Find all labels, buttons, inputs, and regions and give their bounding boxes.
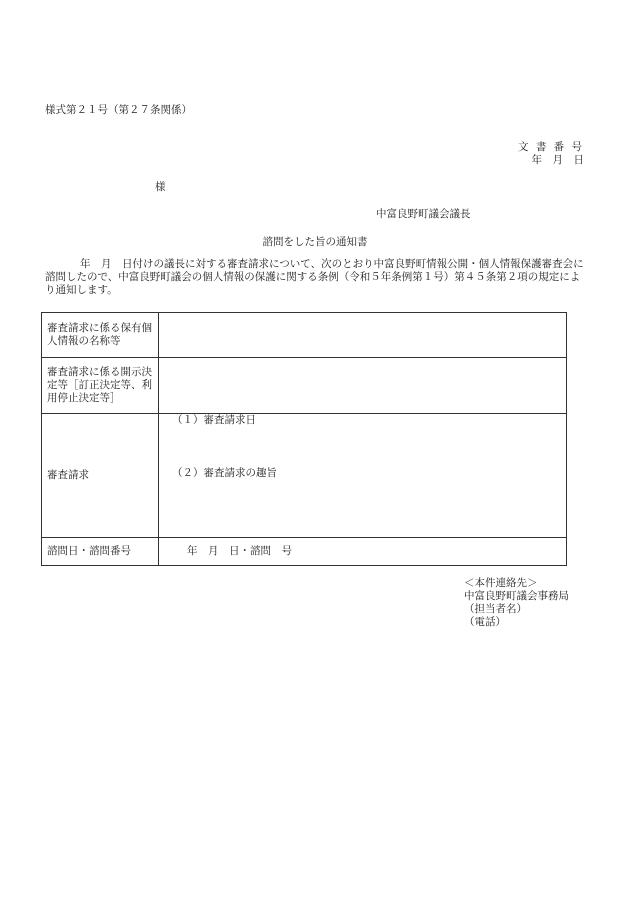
- row-label-request: 審査請求: [42, 414, 159, 538]
- contact-phone: （電話）: [464, 616, 506, 628]
- row-label-disclosure-decision: 審査請求に係る開示決定等［訂正決定等、利用停止決定等］: [42, 358, 159, 414]
- table-row: [42, 538, 567, 566]
- sender: 中富良野町議会議長: [376, 208, 471, 220]
- document-title: 諮問をした旨の通知書: [262, 236, 368, 248]
- row-label-personal-info-name: 審査請求に係る保有個人情報の名称等: [42, 313, 159, 358]
- row-value-disclosure-decision[interactable]: [159, 358, 567, 414]
- table-row: [42, 414, 567, 538]
- table-row: [42, 358, 567, 414]
- contact-heading: ＜本件連絡先＞: [464, 577, 538, 589]
- addressee: 様: [155, 181, 166, 193]
- row-label-inquiry-date: 諮問日・諮問番号: [42, 538, 159, 566]
- form-number: 様式第２１号（第２７条関係）: [45, 104, 192, 116]
- row-value-inquiry-date[interactable]: 年 月 日・諮問 号: [159, 538, 567, 566]
- body-text: 年 月 日付けの議長に対する審査請求について、次のとおり中富良野町情報公開・個人情報保護審査会に諮問したので、中富良野町議会の個人情報の保護に関する条例（令和５年条例第１号）第４５条第２項の規定により通知します。: [45, 258, 584, 296]
- document-date: 年 月 日: [531, 154, 584, 166]
- row-value-personal-info-name[interactable]: [159, 313, 567, 358]
- request-purpose-item: （２）審査請求の趣旨: [172, 467, 277, 479]
- contact-person: （担当者名）: [464, 603, 527, 615]
- table-row: [42, 313, 567, 358]
- info-table: [41, 312, 567, 566]
- contact-office: 中富良野町議会事務局: [464, 590, 569, 602]
- contact-block: [464, 577, 569, 629]
- document-number: 文 書 番 号: [517, 141, 584, 153]
- request-date-item: （１）審査請求日: [172, 414, 256, 426]
